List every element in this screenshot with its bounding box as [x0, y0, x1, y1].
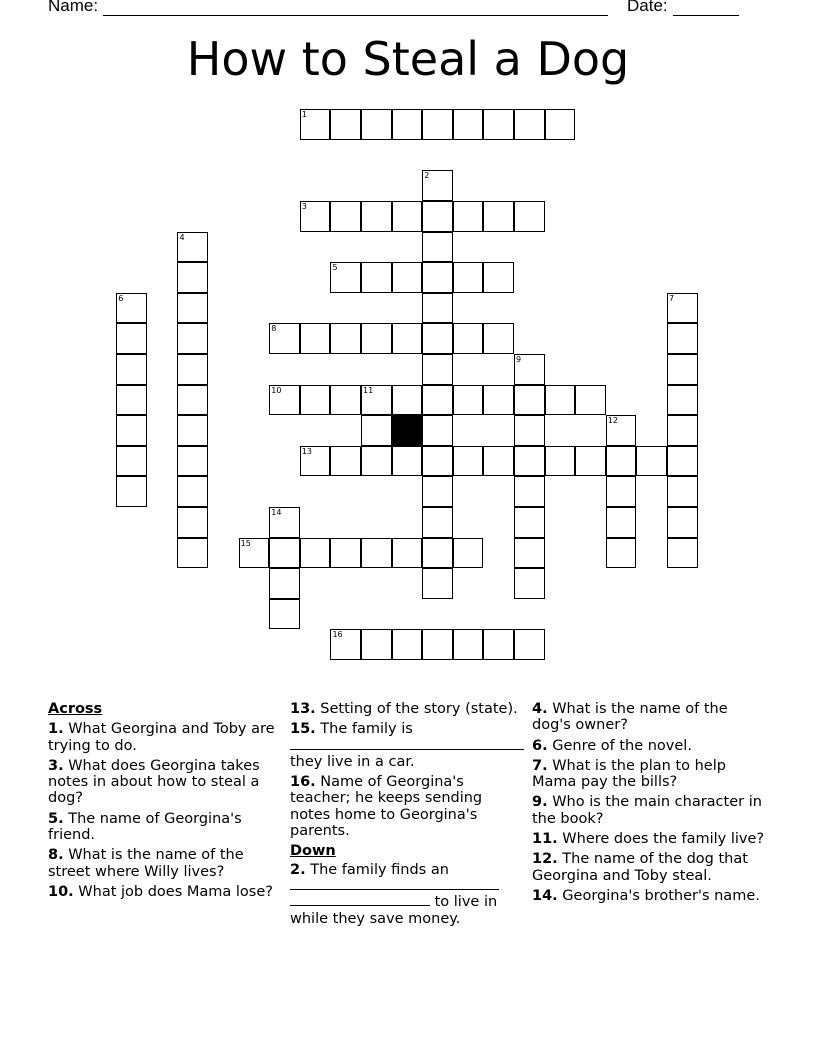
clue-number-label: 3 — [301, 202, 307, 212]
grid-cell[interactable] — [422, 109, 453, 140]
clue-across-13 — [290, 701, 526, 717]
grid-cell[interactable] — [116, 354, 147, 385]
grid-cell[interactable] — [300, 446, 331, 477]
clue-down-11 — [532, 831, 768, 847]
grid-cell[interactable] — [422, 476, 453, 507]
clue-number-label: 10 — [271, 385, 282, 395]
grid-cell[interactable] — [422, 568, 453, 599]
grid-cell[interactable] — [177, 323, 208, 354]
grid-cell[interactable] — [361, 323, 392, 354]
grid-cell[interactable] — [453, 629, 484, 660]
grid-cell[interactable] — [667, 385, 698, 416]
grid-cell[interactable] — [392, 629, 423, 660]
clue-number-label: 8 — [271, 324, 277, 334]
clue-number: 15. — [290, 721, 316, 738]
clue-number: 11. — [532, 831, 558, 848]
grid-cell[interactable] — [116, 385, 147, 416]
grid-cell[interactable] — [422, 323, 453, 354]
grid-cell[interactable] — [483, 446, 514, 477]
grid-cell[interactable] — [514, 568, 545, 599]
clue-text: Who is the main character in the book? — [532, 794, 762, 827]
grid-cell[interactable] — [116, 293, 147, 324]
grid-cell[interactable] — [269, 385, 300, 416]
clues-column-3 — [532, 701, 768, 908]
grid-cell[interactable] — [422, 354, 453, 385]
grid-cell[interactable] — [667, 415, 698, 446]
clue-number-label: 16 — [332, 630, 343, 640]
clue-text: What is the name of the dog's owner? — [532, 701, 728, 734]
clue-text: What is the plan to help Mama pay the bills? — [532, 757, 726, 791]
clue-down-2 — [290, 862, 526, 927]
clue-number-label: 15 — [240, 538, 251, 548]
date-label: Date: — [627, 0, 668, 15]
clue-text: What job does Mama lose? — [78, 883, 273, 900]
grid-cell[interactable] — [667, 446, 698, 477]
grid-cell[interactable] — [453, 323, 484, 354]
grid-cell[interactable] — [545, 109, 576, 140]
grid-cell[interactable] — [483, 262, 514, 293]
grid-cell[interactable] — [177, 354, 208, 385]
grid-cell[interactable] — [330, 109, 361, 140]
black-cell — [392, 415, 423, 446]
clue-number: 8. — [48, 847, 64, 864]
grid-cell[interactable] — [392, 446, 423, 477]
grid-cell[interactable] — [422, 538, 453, 569]
grid-cell[interactable] — [575, 446, 606, 477]
grid-cell[interactable] — [514, 201, 545, 232]
grid-cell[interactable] — [392, 538, 423, 569]
grid-cell[interactable] — [422, 385, 453, 416]
clue-down-7 — [532, 758, 768, 791]
name-label: Name: — [48, 0, 99, 15]
clues-column-1 — [48, 701, 278, 904]
clue-text: The family finds an — [310, 861, 449, 878]
grid-cell[interactable] — [239, 538, 270, 569]
clue-number: 16. — [290, 774, 316, 791]
clue-number: 3. — [48, 757, 64, 774]
clue-text: The name of the dog that Georgina and Toby steal. — [532, 851, 748, 884]
clue-down-6 — [532, 738, 768, 754]
grid-cell[interactable] — [606, 538, 637, 569]
clue-number-label: 5 — [332, 263, 338, 273]
clue-number: 14. — [532, 887, 558, 904]
grid-cell[interactable] — [483, 629, 514, 660]
clue-text: Name of Georgina's teacher; he keeps sending notes home to Georgina's parents. — [290, 774, 483, 840]
grid-cell[interactable] — [116, 446, 147, 477]
grid-cell[interactable] — [177, 415, 208, 446]
clue-number-label: 6 — [118, 293, 124, 303]
grid-cell[interactable] — [361, 262, 392, 293]
clue-text: The family is — [320, 721, 413, 738]
clue-across-15 — [290, 721, 526, 770]
grid-cell[interactable] — [483, 385, 514, 416]
clue-number-label: 11 — [363, 385, 374, 395]
grid-cell[interactable] — [177, 293, 208, 324]
grid-cell[interactable] — [330, 385, 361, 416]
page-title: How to Steal a Dog — [186, 32, 630, 86]
grid-cell[interactable] — [667, 354, 698, 385]
grid-cell[interactable] — [514, 629, 545, 660]
clue-across-5 — [48, 811, 278, 844]
grid-cell[interactable] — [392, 385, 423, 416]
grid-cell[interactable] — [514, 446, 545, 477]
grid-cell[interactable] — [453, 109, 484, 140]
clue-down-14 — [532, 888, 768, 904]
clue-number: 6. — [532, 737, 548, 754]
grid-cell[interactable] — [514, 507, 545, 538]
grid-cell[interactable] — [177, 262, 208, 293]
grid-cell[interactable] — [330, 201, 361, 232]
clue-number-label: 2 — [424, 171, 430, 181]
clue-number-label: 4 — [179, 232, 185, 242]
clue-text: Where does the family live? — [562, 831, 765, 848]
clue-number: 5. — [48, 810, 64, 827]
grid-cell[interactable] — [361, 385, 392, 416]
clue-text: to live in while they save money. — [290, 894, 498, 927]
grid-cell[interactable] — [300, 385, 331, 416]
grid-cell[interactable] — [422, 201, 453, 232]
grid-cell[interactable] — [361, 415, 392, 446]
grid-cell[interactable] — [667, 293, 698, 324]
clue-number: 13. — [290, 701, 316, 717]
grid-cell[interactable] — [330, 629, 361, 660]
grid-cell[interactable] — [453, 538, 484, 569]
clue-number-label: 9 — [516, 355, 522, 365]
clue-across-8 — [48, 847, 278, 880]
grid-cell[interactable] — [422, 629, 453, 660]
clue-text: The name of Georgina's friend. — [48, 810, 242, 844]
grid-cell[interactable] — [330, 446, 361, 477]
grid-cell[interactable] — [453, 385, 484, 416]
grid-cell[interactable] — [269, 507, 300, 538]
clue-number-label: 13 — [301, 446, 313, 456]
clue-across-10 — [48, 884, 278, 900]
clue-text: Georgina's brother's name. — [562, 887, 760, 904]
grid-cell[interactable] — [116, 415, 147, 446]
grid-cell[interactable] — [177, 507, 208, 538]
grid-cell[interactable] — [422, 170, 453, 201]
clue-text: Setting of the story (state). — [320, 701, 518, 717]
grid-cell[interactable] — [392, 323, 423, 354]
grid-cell[interactable] — [300, 201, 331, 232]
grid-cell[interactable] — [422, 446, 453, 477]
clue-across-1 — [48, 721, 278, 754]
grid-cell[interactable] — [330, 323, 361, 354]
grid-cell[interactable] — [361, 629, 392, 660]
grid-cell[interactable] — [361, 446, 392, 477]
grid-cell[interactable] — [514, 415, 545, 446]
clue-text: they live in a car. — [290, 753, 415, 770]
grid-cell[interactable] — [177, 385, 208, 416]
grid-cell[interactable] — [422, 232, 453, 263]
clues-column-2 — [290, 701, 526, 931]
grid-cell[interactable] — [269, 538, 300, 569]
clue-number-label: 7 — [669, 293, 675, 303]
grid-cell[interactable] — [514, 385, 545, 416]
grid-cell[interactable] — [422, 507, 453, 538]
grid-cell[interactable] — [361, 538, 392, 569]
grid-cell[interactable] — [606, 507, 637, 538]
clue-number: 7. — [532, 757, 548, 774]
fill-in-blank — [290, 748, 524, 750]
grid-cell[interactable] — [667, 507, 698, 538]
grid-cell[interactable] — [575, 385, 606, 416]
across-heading: Across — [48, 701, 103, 717]
clue-across-16 — [290, 774, 526, 839]
grid-cell[interactable] — [300, 109, 331, 140]
grid-cell[interactable] — [606, 476, 637, 507]
grid-cell[interactable] — [667, 538, 698, 569]
grid-cell[interactable] — [177, 476, 208, 507]
clue-text: What Georgina and Toby are trying to do. — [48, 721, 275, 754]
grid-cell[interactable] — [514, 538, 545, 569]
clue-across-3 — [48, 758, 278, 807]
grid-cell[interactable] — [483, 323, 514, 354]
grid-cell[interactable] — [300, 538, 331, 569]
grid-cell[interactable] — [392, 201, 423, 232]
grid-cell[interactable] — [177, 232, 208, 263]
grid-cell[interactable] — [116, 476, 147, 507]
clue-number-label: 1 — [301, 110, 307, 120]
grid-cell[interactable] — [514, 354, 545, 385]
clue-number: 2. — [290, 861, 306, 878]
grid-cell[interactable] — [177, 446, 208, 477]
fill-in-blank — [290, 904, 430, 906]
grid-cell[interactable] — [392, 109, 423, 140]
grid-cell[interactable] — [116, 323, 147, 354]
grid-cell[interactable] — [545, 446, 576, 477]
grid-cell[interactable] — [453, 262, 484, 293]
grid-cell[interactable] — [422, 262, 453, 293]
clue-down-4 — [532, 701, 768, 734]
grid-cell[interactable] — [606, 415, 637, 446]
grid-cell[interactable] — [514, 109, 545, 140]
clue-down-12 — [532, 851, 768, 884]
clue-number: 12. — [532, 851, 558, 868]
clue-text: Genre of the novel. — [552, 737, 692, 754]
grid-cell[interactable] — [269, 599, 300, 630]
grid-cell[interactable] — [300, 323, 331, 354]
grid-cell[interactable] — [361, 201, 392, 232]
grid-cell[interactable] — [361, 109, 392, 140]
grid-cell[interactable] — [606, 446, 637, 477]
grid-cell[interactable] — [483, 109, 514, 140]
clue-down-9 — [532, 794, 768, 827]
grid-cell[interactable] — [330, 262, 361, 293]
clue-number: 1. — [48, 721, 64, 738]
grid-cell[interactable] — [269, 323, 300, 354]
clue-number-label: 14 — [271, 508, 282, 518]
clue-number: 9. — [532, 794, 548, 811]
grid-cell[interactable] — [667, 476, 698, 507]
grid-cell[interactable] — [330, 538, 361, 569]
clue-number: 4. — [532, 701, 548, 717]
grid-cell[interactable] — [636, 446, 667, 477]
fill-in-blank — [290, 888, 499, 890]
clue-text: What does Georgina takes notes in about how to steal a dog? — [48, 757, 260, 807]
down-heading: Down — [290, 843, 336, 860]
clue-number: 10. — [48, 883, 74, 900]
grid-cell[interactable] — [545, 385, 576, 416]
grid-cell[interactable] — [453, 201, 484, 232]
grid-cell[interactable] — [177, 538, 208, 569]
grid-cell[interactable] — [483, 201, 514, 232]
grid-cell[interactable] — [422, 293, 453, 324]
clue-number-label: 12 — [607, 416, 619, 426]
grid-cell[interactable] — [422, 415, 453, 446]
grid-cell[interactable] — [453, 446, 484, 477]
grid-cell[interactable] — [269, 568, 300, 599]
clue-text: What is the name of the street where Willy lives? — [48, 847, 244, 880]
grid-cell[interactable] — [514, 476, 545, 507]
grid-cell[interactable] — [667, 323, 698, 354]
grid-cell[interactable] — [392, 262, 423, 293]
